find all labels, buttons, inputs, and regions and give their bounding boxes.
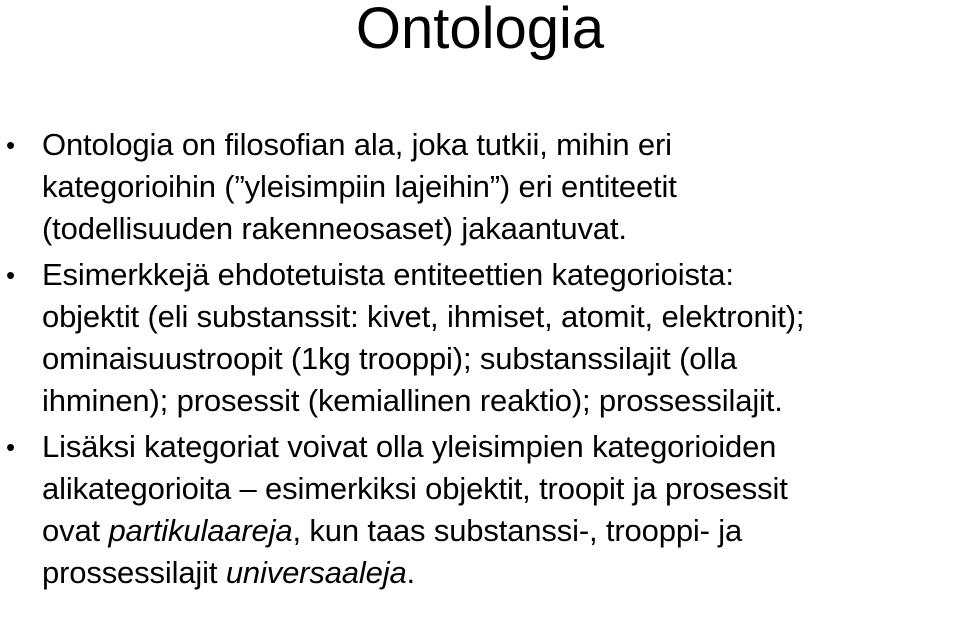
bullet-2-line-3: ominaisuustroopit (1kg trooppi); substanssilajit (olla (42, 341, 737, 376)
bullet-3-line-1: Lisäksi kategoriat voivat olla yleisimpien kategorioiden (42, 429, 777, 464)
bullet-item-1 (0, 124, 960, 250)
bullet-3-line-2: alikategorioita – esimerkiksi objektit, troopit ja prosessit (42, 471, 788, 506)
bullet-2-line-2: objektit (eli substanssit: kivet, ihmiset, atomit, elektronit); (42, 299, 805, 334)
bullet-item-3 (0, 426, 960, 594)
bullet-3-line-4 (42, 552, 952, 594)
bullet-3-line-4-rest: . (406, 555, 416, 590)
bullet-item-2 (0, 254, 960, 422)
bullet-3-line-3-text: ovat (42, 513, 109, 548)
bullet-3-line-3-rest: , kun taas substanssi-, trooppi- ja (292, 513, 743, 548)
bullet-list (0, 124, 960, 598)
bullet-3-line-4-text: prossessilajit (42, 555, 226, 590)
term-universaaleja: universaaleja (225, 555, 407, 590)
bullet-2-line-1: Esimerkkejä ehdotetuista entiteettien kategorioista: (42, 257, 734, 292)
bullet-2-line-4: ihminen); prosessit (kemiallinen reaktio); prossessilajit. (42, 383, 783, 418)
bullet-dot-icon: • (6, 260, 15, 290)
bullet-1-line-3: (todellisuuden rakenneosaset) jakaantuvat. (42, 211, 627, 246)
bullet-1-line-1: Ontologia on filosofian ala, joka tutkii, mihin eri (42, 127, 672, 162)
bullet-1-line-2: kategorioihin (”yleisimpiin lajeihin”) eri entiteetit (42, 169, 677, 204)
bullet-3-line-3 (42, 510, 952, 552)
bullet-dot-icon: • (6, 432, 15, 462)
bullet-dot-icon: • (6, 130, 15, 160)
term-partikulaareja: partikulaareja (108, 513, 293, 548)
slide-title: Ontologia (355, 0, 605, 61)
